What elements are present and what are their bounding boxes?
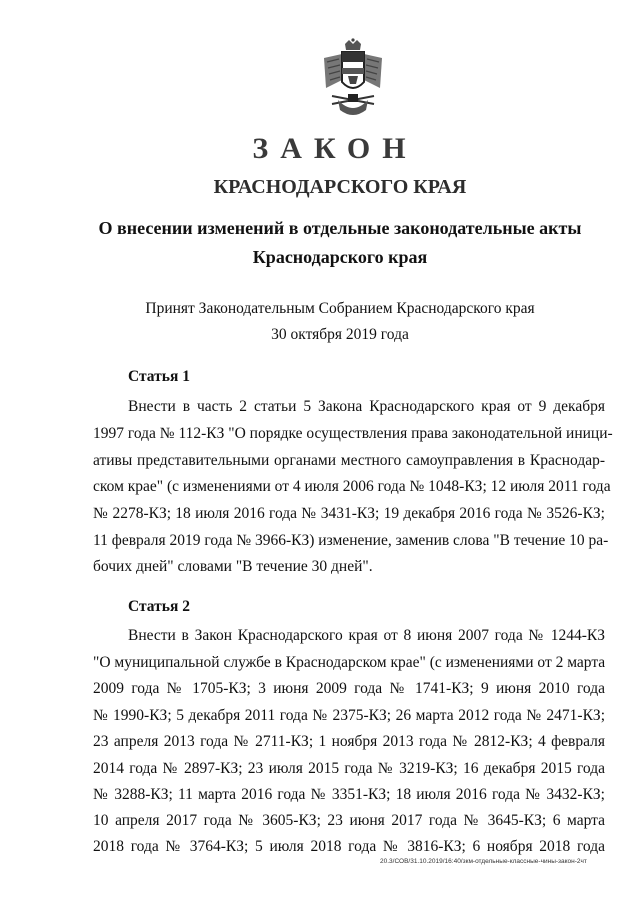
article-1-line: Внести в часть 2 статьи 5 Закона Краснодарского края от 9 декабря (128, 398, 605, 415)
law-title: ЗАКОН (252, 132, 418, 165)
adopted-by-line: Принят Законодательным Собранием Краснодарского края (145, 300, 535, 317)
article-1-line: бочих дней" словами "В течение 30 дней". (93, 558, 373, 575)
article-2-line: № 3288-КЗ; 11 марта 2016 года № 3351-КЗ; 18 июля 2016 года № 3432-КЗ; (93, 786, 605, 803)
article-1-line: 1997 года № 112-КЗ "О порядке осуществления права законодательной иници- (93, 425, 613, 442)
article-2-line: 23 апреля 2013 года № 2711-КЗ; 1 ноября 2013 года № 2812-КЗ; 4 февраля (93, 733, 605, 750)
law-subject-line-1: О внесении изменений в отдельные законодательные акты (98, 218, 582, 238)
article-2-line: 2009 года № 1705-КЗ; 3 июня 2009 года № 1741-КЗ; 9 июня 2010 года (93, 680, 605, 697)
law-subject-line-2: Краснодарского края (252, 247, 428, 267)
adopted-date: 30 октября 2019 года (271, 326, 409, 343)
article-2-line: № 1990-КЗ; 5 декабря 2011 года № 2375-КЗ; 26 марта 2012 года № 2471-КЗ; (93, 707, 605, 724)
document-footer-code: 20.3/СОВ/31.10.2019/16:40/зкм-отдельные-классные-чины-закон-2чт (380, 858, 587, 865)
article-1-line: ском крае" (с изменениями от 4 июля 2006 года № 1048-КЗ; 12 июля 2011 года (93, 478, 611, 495)
article-2-line: 10 апреля 2017 года № 3605-КЗ; 23 июня 2017 года № 3645-КЗ; 6 марта (93, 812, 605, 829)
article-1-line: 11 февраля 2019 года № 3966-КЗ) изменение, заменив слова "В течение 10 ра- (93, 532, 609, 549)
article-2-line: Внести в Закон Краснодарского края от 8 июня 2007 года № 1244-КЗ (128, 627, 605, 644)
article-2-heading: Статья 2 (128, 598, 190, 615)
article-2-line: 2018 года № 3764-КЗ; 5 июля 2018 года № 3816-КЗ; 6 ноября 2018 года (93, 838, 605, 855)
coat-of-arms-icon (318, 38, 388, 118)
article-1-heading: Статья 1 (128, 368, 190, 385)
article-1-line: № 2278-КЗ; 18 июля 2016 года № 3431-КЗ; 19 декабря 2016 года № 3526-КЗ; (93, 505, 605, 522)
region-title: КРАСНОДАРСКОГО КРАЯ (213, 176, 467, 198)
article-2-line: 2014 года № 2897-КЗ; 23 июля 2015 года № 3219-КЗ; 16 декабря 2015 года (93, 760, 605, 777)
article-2-line: "О муниципальной службе в Краснодарском крае" (с изменениями от 2 марта (93, 654, 606, 671)
article-1-line: ативы представительными органами местного самоуправления в Краснодар- (93, 452, 605, 469)
